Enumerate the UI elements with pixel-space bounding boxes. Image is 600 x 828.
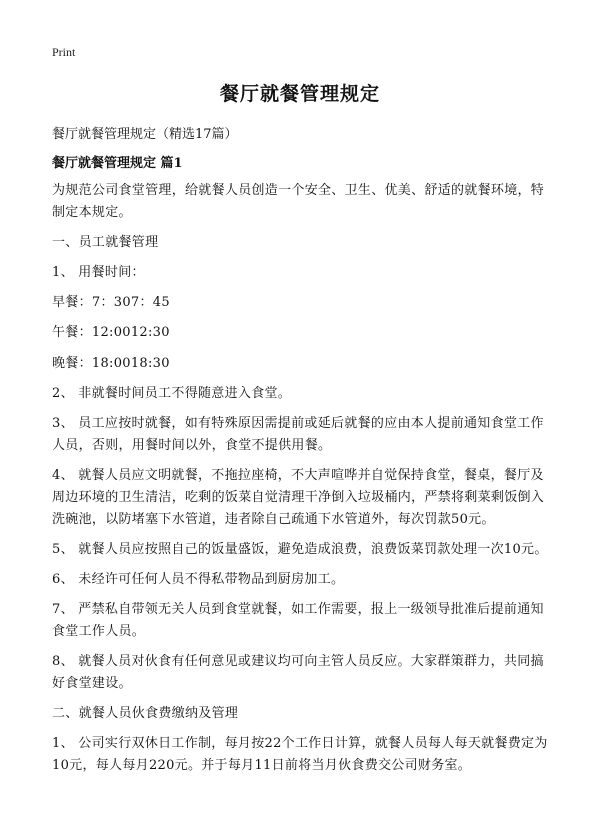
fee-paragraph-1: 1、 公司实行双休日工作制，每月按22个工作日计算，就餐人员每人每天就餐费定为10元，每人每月220元。并于每月11日前将当月伙食费交公司财务室。 — [52, 736, 548, 773]
document-title: 餐厅就餐管理规定 — [219, 83, 380, 105]
document-subtitle: 餐厅就餐管理规定（精选17篇） — [52, 127, 238, 142]
rule-paragraph-2: 2、 非就餐时间员工不得随意进入食堂。 — [52, 386, 292, 401]
meal-time-item: 1、 用餐时间： — [52, 265, 145, 280]
rule-paragraph-6: 6、 未经许可任何人员不得私带物品到厨房加工。 — [52, 572, 345, 587]
section-heading: 餐厅就餐管理规定 篇1 — [52, 156, 183, 171]
intro-paragraph: 为规范公司食堂管理，给就餐人员创造一个安全、卫生、优美、舒适的就餐环境，特制定本规定。 — [52, 183, 545, 220]
rule-paragraph-8: 8、 就餐人员对伙食有任何意见或建议均可向主管人员反应。大家群策群力，共同搞好食堂建设。 — [52, 654, 544, 691]
dinner-time: 晚餐：18:0018:30 — [52, 356, 170, 371]
section-one-heading: 一、员工就餐管理 — [52, 235, 159, 250]
section-two-heading: 二、就餐人员伙食费缴纳及管理 — [52, 706, 239, 721]
rule-paragraph-3: 3、 员工应按时就餐，如有特殊原因需提前或延后就餐的应由本人提前通知食堂工作人员，否则，用餐时间以外，食堂不提供用餐。 — [52, 416, 544, 453]
rule-paragraph-7: 7、 严禁私自带领无关人员到食堂就餐，如工作需要，报上一级领导批准后提前通知食堂工作人员。 — [52, 602, 544, 639]
rule-paragraph-4: 4、 就餐人员应文明就餐，不拖拉座椅，不大声喧哗并自觉保持食堂，餐桌，餐厅及周边环境的卫生清洁，吃剩的饭菜自觉清理干净倒入垃圾桶内，严禁将剩菜剩饭倒入洗碗池，以防堵塞下水管道，违者除自己疏通下水管道外，每次罚款50元。 — [52, 468, 545, 527]
rule-paragraph-5: 5、 就餐人员应按照自己的饭量盛饭，避免造成浪费，浪费饭菜罚款处理一次10元。 — [52, 542, 548, 557]
breakfast-time: 早餐：7：307：45 — [52, 295, 170, 310]
print-link[interactable]: Print — [52, 45, 76, 59]
lunch-time: 午餐：12:0012:30 — [52, 325, 170, 340]
